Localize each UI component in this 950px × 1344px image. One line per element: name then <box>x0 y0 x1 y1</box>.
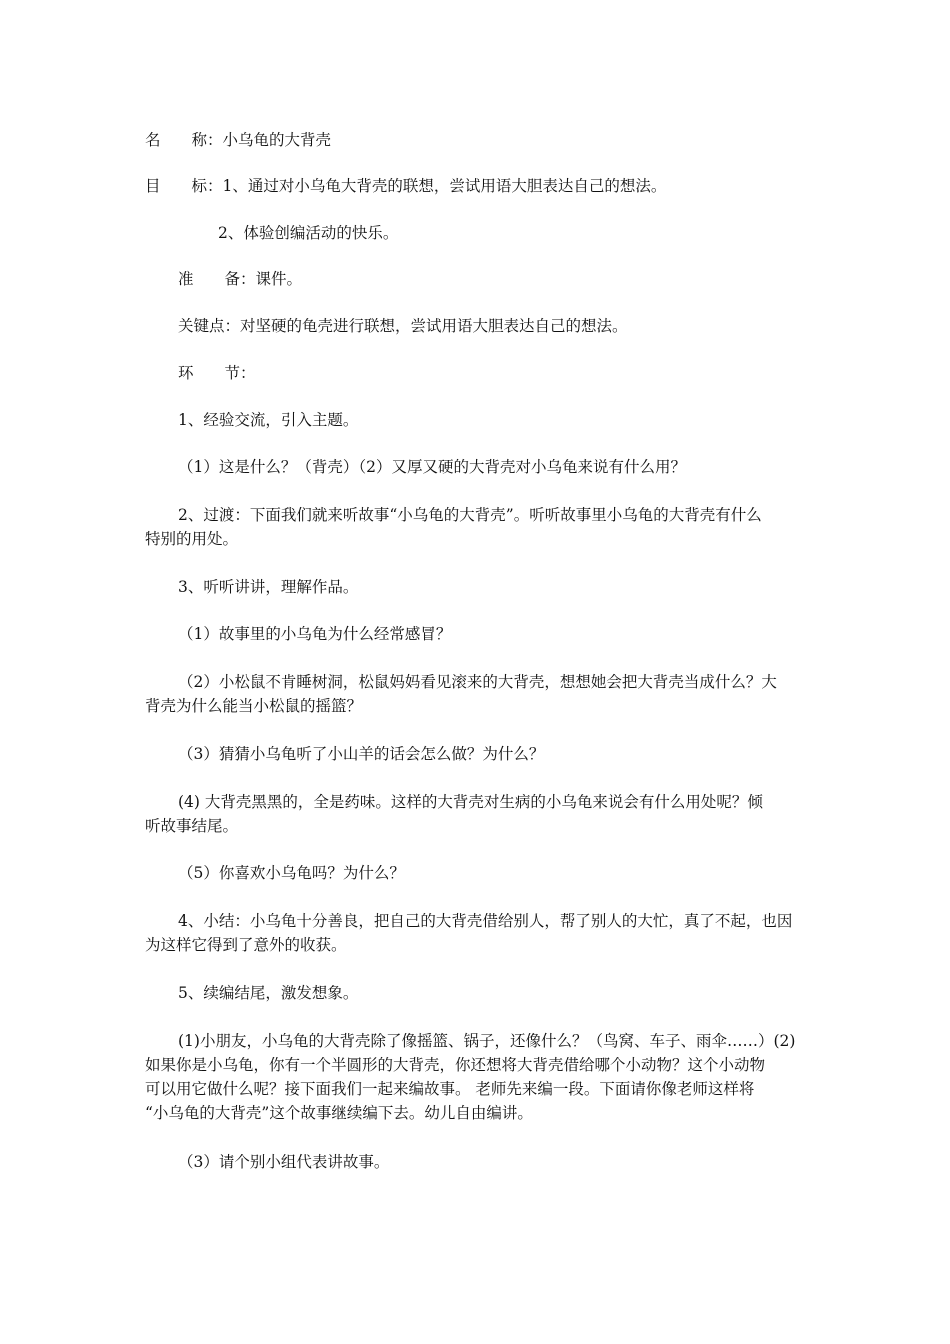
prep-value: 课件。 <box>255 270 303 288</box>
step-3-q2-line-2: 背壳为什么能当小松鼠的摇篮？ <box>145 697 363 715</box>
step-1: 1、经验交流，引入主题。 <box>178 411 359 429</box>
prep-row <box>178 267 302 291</box>
step-4-line-2: 为这样它得到了意外的收获。 <box>145 936 347 954</box>
goal-row <box>145 174 666 198</box>
goal-item-1: 1、通过对小乌龟大背壳的联想，尝试用语大胆表达自己的想法。 <box>222 177 667 195</box>
step-5-para-line-1: (1)小朋友，小乌龟的大背壳除了像摇篮、锅子，还像什么？（鸟窝、车子、雨伞……）(2) <box>178 1032 796 1050</box>
step-3-q1: （1）故事里的小乌龟为什么经常感冒？ <box>178 625 452 643</box>
step-3-q5: （5）你喜欢小乌龟吗？为什么？ <box>178 864 405 882</box>
name-row <box>145 128 331 152</box>
step-2-line-1: 2、过渡：下面我们就来听故事“小乌龟的大背壳”。听听故事里小乌龟的大背壳有什么 <box>178 506 762 524</box>
step-5-q3: （3）请个别小组代表讲故事。 <box>178 1153 390 1171</box>
step-3-q2-line-1: （2）小松鼠不肯睡树洞，松鼠妈妈看见滚来的大背壳，想想她会把大背壳当成什么？大 <box>178 673 777 691</box>
key-row <box>178 314 628 338</box>
step-3-q3: （3）猜猜小乌龟听了小山羊的话会怎么做？为什么？ <box>178 745 545 763</box>
key-value: 对坚硬的龟壳进行联想，尝试用语大胆表达自己的想法。 <box>240 317 628 335</box>
step-5: 5、续编结尾，激发想象。 <box>178 984 359 1002</box>
step-3-q4-line-2: 听故事结尾。 <box>145 817 239 835</box>
steps-heading: 环 节： <box>178 364 256 382</box>
name-value: 小乌龟的大背壳 <box>222 131 332 149</box>
goal-item-2: 2、体验创编活动的快乐。 <box>218 224 399 242</box>
step-2-line-2: 特别的用处。 <box>145 530 239 548</box>
step-5-para-line-4: “小乌龟的大背壳”这个故事继续编下去。幼儿自由编讲。 <box>145 1104 533 1122</box>
prep-label: 准 备： <box>178 270 256 288</box>
step-3: 3、听听讲讲，理解作品。 <box>178 578 359 596</box>
name-label: 名 称： <box>145 131 223 149</box>
step-1-questions: （1）这是什么？（背壳）（2）又厚又硬的大背壳对小乌龟来说有什么用？ <box>178 458 686 476</box>
step-5-para-line-3: 可以用它做什么呢？接下面我们一起来编故事。 老师先来编一段。下面请你像老师这样将 <box>145 1080 755 1098</box>
key-label: 关键点： <box>178 317 241 335</box>
step-4-line-1: 4、小结：小乌龟十分善良，把自己的大背壳借给别人，帮了别人的大忙，真了不起，也因 <box>178 912 793 930</box>
step-3-q4-line-1: (4) 大背壳黑黑的，全是药味。这样的大背壳对生病的小乌龟来说会有什么用处呢？倾 <box>178 793 763 811</box>
step-5-para-line-2: 如果你是小乌龟，你有一个半圆形的大背壳，你还想将大背壳借给哪个小动物？这个小动物 <box>145 1056 766 1074</box>
goal-label: 目 标： <box>145 177 223 195</box>
